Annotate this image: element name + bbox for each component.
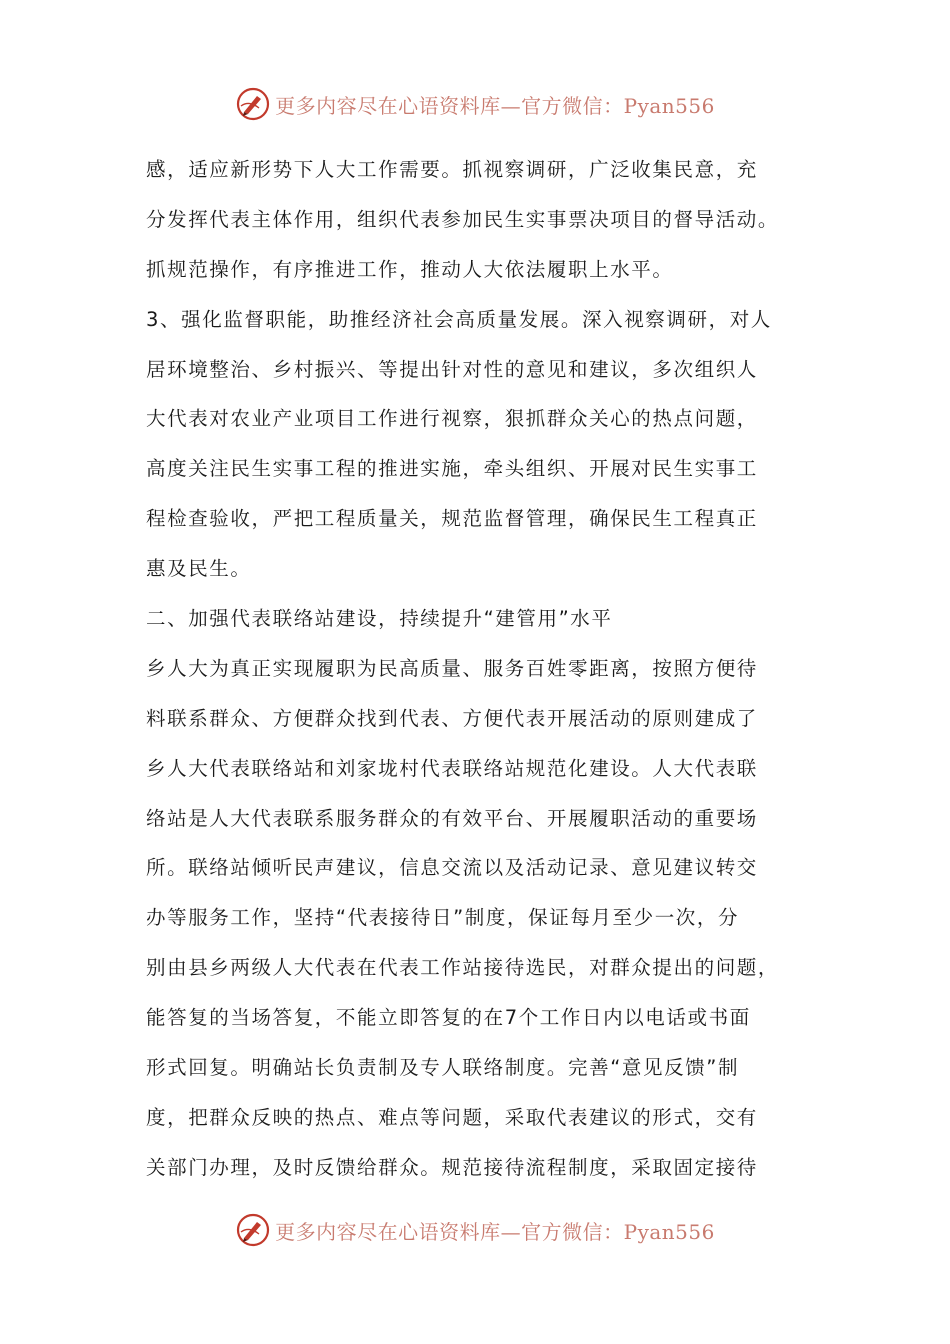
- footer-banner: [0, 1210, 950, 1250]
- body-line: 络站是人大代表联系服务群众的有效平台、开展履职活动的重要场: [146, 806, 758, 830]
- body-line: 办等服务工作，坚持“代表接待日”制度，保证每月至少一次，分: [146, 906, 740, 930]
- header-banner-text: 更多内容尽在心语资料库—官方微信：Pyan556: [275, 93, 715, 118]
- body-line: 大代表对农业产业项目工作进行视察，狠抓群众关心的热点问题，: [146, 407, 758, 431]
- body-line: 料联系群众、方便群众找到代表、方便代表开展活动的原则建成了: [146, 706, 758, 730]
- body-line: 别由县乡两级人大代表在代表工作站接待选民，对群众提出的问题，: [146, 956, 780, 980]
- section-heading: 二、加强代表联络站建设，持续提升“建管用”水平: [146, 607, 613, 631]
- body-line: 能答复的当场答复，不能立即答复的在7个工作日内以电话或书面: [146, 1006, 751, 1030]
- body-line: 3、强化监督职能，助推经济社会高质量发展。深入视察调研，对人: [146, 307, 772, 331]
- body-line: 感，适应新形势下人大工作需要。抓视察调研，广泛收集民意，充: [146, 158, 758, 181]
- pen-logo-icon: [235, 86, 271, 122]
- body-line: 所。联络站倾听民声建议，信息交流以及活动记录、意见建议转交: [146, 856, 758, 880]
- body-line: 度，把群众反映的热点、难点等问题，采取代表建议的形式，交有: [146, 1105, 758, 1129]
- body-line: 程检查验收，严把工程质量关，规范监督管理，确保民生工程真正: [146, 507, 758, 531]
- pen-logo-icon: [235, 1212, 271, 1248]
- document-body: [146, 145, 811, 1193]
- body-line: 居环境整治、乡村振兴、等提出针对性的意见和建议，多次组织人: [146, 357, 758, 381]
- body-line: 惠及民生。: [146, 557, 252, 581]
- body-line: 形式回复。明确站长负责制及专人联络制度。完善“意见反馈”制: [146, 1056, 740, 1080]
- header-banner: [0, 84, 950, 124]
- body-line: 乡人大为真正实现履职为民高质量、服务百姓零距离，按照方便待: [146, 656, 758, 680]
- body-line: 分发挥代表主体作用，组织代表参加民生实事票决项目的督导活动。: [146, 207, 780, 231]
- body-line: 高度关注民生实事工程的推进实施，牵头组织、开展对民生实事工: [146, 457, 758, 481]
- body-line: 抓规范操作，有序推进工作，推动人大依法履职上水平。: [146, 257, 674, 281]
- body-line: 乡人大代表联络站和刘家垅村代表联络站规范化建设。人大代表联: [146, 756, 758, 780]
- footer-banner-text: 更多内容尽在心语资料库—官方微信：Pyan556: [275, 1219, 715, 1244]
- body-line: 关部门办理，及时反馈给群众。规范接待流程制度，采取固定接待: [146, 1155, 758, 1179]
